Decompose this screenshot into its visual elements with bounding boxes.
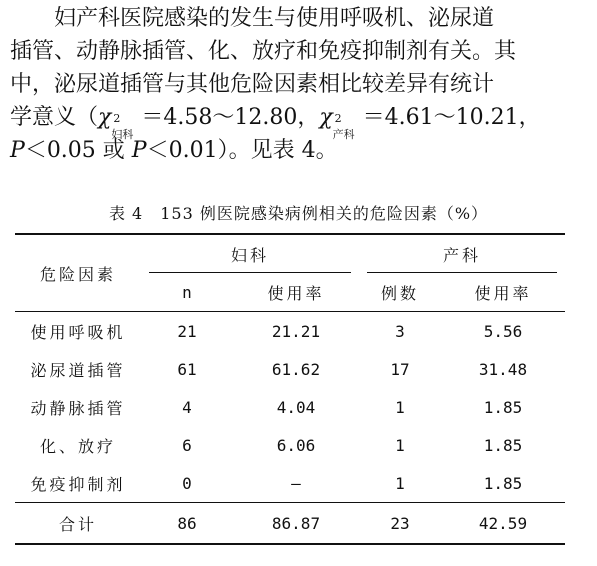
paragraph-line-stats (10, 101, 590, 141)
value-cell: 1 (395, 473, 405, 493)
total-cell: 42.59 (441, 503, 565, 545)
paragraph-line: 妇产科医院感染的发生与使用呼吸机、泌尿道 (54, 6, 495, 31)
value-cell: 6.06 (276, 435, 316, 455)
paragraph-text: ＜0.01）。见表 4。 (146, 138, 338, 163)
body-paragraph (10, 2, 590, 167)
table-row (15, 464, 565, 503)
total-cell: 23 (359, 503, 441, 545)
group-header-obs: 产科 (359, 234, 565, 273)
chi-square-symbol: χ (319, 105, 333, 130)
value-cell: 0 (182, 473, 192, 493)
subscript-obs: 产科 (332, 128, 355, 141)
paragraph-text: ＜0.05 或 (24, 138, 132, 163)
factor-cell: 免疫抑制剂 (30, 474, 126, 494)
column-header: 使用率 (267, 283, 325, 303)
paragraph-line-pvalue (10, 134, 590, 167)
row-header-cell: 危险因素 (15, 234, 141, 312)
value-cell: 1 (395, 397, 405, 417)
value-cell: — (291, 473, 301, 493)
total-cell: 86 (141, 503, 233, 545)
subscript-gyn: 妇科 (111, 128, 134, 141)
value-cell: 17 (390, 359, 410, 379)
chi-square-symbol: χ (98, 105, 112, 130)
paragraph-line: 中，泌尿道插管与其他危险因素相比较差异有统计 (10, 72, 495, 97)
value-cell: 61 (177, 359, 197, 379)
chi-obs-scripts (332, 110, 363, 141)
value-cell: 5.56 (441, 312, 565, 351)
factor-cell: 泌尿道插管 (30, 360, 126, 380)
factor-cell: 动静脉插管 (30, 398, 126, 418)
table-row (15, 350, 565, 388)
chi-gyn-scripts (111, 110, 141, 141)
range-obs: ＝4.61～10.21， (362, 105, 541, 130)
value-cell: 1 (395, 435, 405, 455)
value-cell: 1.85 (483, 473, 523, 493)
column-header: n (182, 282, 192, 302)
paragraph-line: 插管、动静脉插管、化、放疗和免疫抑制剂有关。其 (10, 39, 517, 64)
group-header-gyn: 妇科 (141, 234, 359, 273)
table-caption: 表 4 153 例医院感染病例相关的危险因素（%） (108, 204, 489, 223)
column-header: 例数 (380, 283, 419, 303)
value-cell: 4 (182, 397, 192, 417)
column-header: 使用率 (474, 283, 532, 303)
value-cell: 4.04 (276, 397, 316, 417)
factor-cell: 化、放疗 (39, 436, 116, 456)
table-row (15, 388, 565, 426)
p-symbol: P (131, 138, 147, 163)
table-header-row (15, 234, 565, 273)
superscript: 2 (113, 112, 121, 125)
p-symbol: P (10, 138, 25, 163)
value-cell: 21.21 (233, 312, 359, 351)
superscript: 2 (334, 112, 342, 125)
value-cell: 1.85 (483, 435, 523, 455)
table-total-row (15, 503, 565, 545)
value-cell: 61.62 (271, 359, 321, 379)
factor-cell: 使用呼吸机 (15, 312, 141, 351)
value-cell: 31.48 (478, 359, 528, 379)
total-label: 合计 (15, 503, 141, 545)
table-row (15, 426, 565, 464)
risk-factor-table (15, 233, 565, 545)
value-cell: 21 (141, 312, 233, 351)
value-cell: 3 (359, 312, 441, 351)
paragraph-text: 学意义（ (10, 105, 99, 130)
value-cell: 1.85 (483, 397, 523, 417)
total-cell: 86.87 (233, 503, 359, 545)
range-gyn: ＝4.58～12.80， (141, 105, 320, 130)
value-cell: 6 (182, 435, 192, 455)
table-row (15, 312, 565, 351)
